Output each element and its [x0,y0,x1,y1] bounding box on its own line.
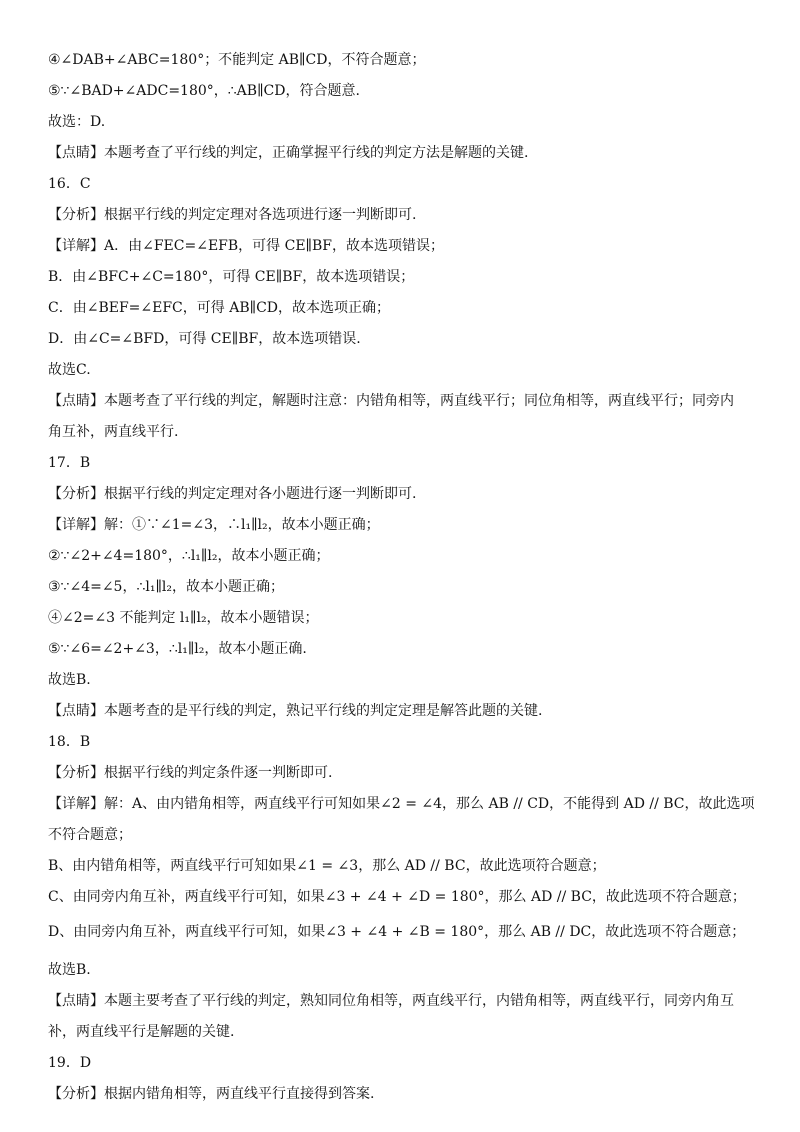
line-q16-detail-d: D．由∠C=∠BFD，可得 CE∥BF，故本选项错误. [48,331,361,347]
line-q16-choice: 故选C. [48,362,91,378]
line-q19-analysis: 【分析】根据内错角相等，两直线平行直接得到答案. [48,1086,375,1102]
line-q16-detail-a: 【详解】A．由∠FEC=∠EFB，可得 CE∥BF，故本选项错误； [48,238,445,254]
line-q18-detail-a-cont: 不符合题意； [48,827,132,843]
line-q17-analysis: 【分析】根据平行线的判定定理对各小题进行逐一判断即可. [48,486,417,502]
line-q16-detail-c: C．由∠BEF=∠EFC，可得 AB∥CD，故本选项正确； [48,300,391,316]
line-q18-choice: 故选B. [48,962,91,978]
question-number-17: 17．B [48,455,91,471]
line-q18-detail-a: 【详解】解：A、由内错角相等，两直线平行可知如果∠2 = ∠4，那么 AB // CD，不能得到 AD // BC，故此选项 [48,796,755,812]
line-q16-detail-b: B．由∠BFC+∠C=180°，可得 CE∥BF，故本选项错误； [48,269,415,285]
line-q15-option5: ⑤∵∠BAD+∠ADC=180°，∴AB∥CD，符合题意. [48,83,360,99]
line-q18-detail-c: C、由同旁内角互补，两直线平行可知，如果∠3 + ∠4 + ∠D = 180°，那么 AD // BC，故此选项不符合题意； [48,889,746,905]
line-q17-detail-4: ④∠2=∠3 不能判定 l₁∥l₂，故本小题错误； [48,610,319,626]
line-q18-detail-b: B、由内错角相等，两直线平行可知如果∠1 = ∠3，那么 AD // BC，故此选项符合题意； [48,858,606,874]
line-q15-choice: 故选：D. [48,114,106,130]
question-number-18: 18．B [48,734,91,750]
line-q17-comment: 【点睛】本题考查的是平行线的判定，熟记平行线的判定定理是解答此题的关键. [48,703,543,719]
question-number-19: 19．D [48,1055,92,1071]
line-q16-comment-1: 【点睛】本题考查了平行线的判定，解题时注意：内错角相等，两直线平行；同位角相等，两直线平行；同旁内 [48,393,734,409]
line-q15-option4: ④∠DAB+∠ABC=180°；不能判定 AB∥CD，不符合题意； [48,52,426,68]
line-q18-analysis: 【分析】根据平行线的判定条件逐一判断即可. [48,765,333,781]
line-q18-detail-d: D、由同旁内角互补，两直线平行可知，如果∠3 + ∠4 + ∠B = 180°，那么 AB // DC，故此选项不符合题意； [48,924,746,940]
line-q17-detail-2: ②∵∠2+∠4=180°，∴l₁∥l₂，故本小题正确； [48,548,330,564]
line-q16-analysis: 【分析】根据平行线的判定定理对各选项进行逐一判断即可. [48,207,417,223]
line-q18-comment-2: 补，两直线平行是解题的关键. [48,1024,235,1040]
line-q18-comment-1: 【点睛】本题主要考查了平行线的判定，熟知同位角相等，两直线平行，内错角相等，两直线平行，同旁内角互 [48,993,734,1009]
line-q15-comment: 【点睛】本题考查了平行线的判定，正确掌握平行线的判定方法是解题的关键. [48,145,529,161]
line-q17-detail-1: 【详解】解：①∵∠1=∠3，∴l₁∥l₂，故本小题正确； [48,517,380,533]
line-q17-detail-3: ③∵∠4=∠5，∴l₁∥l₂，故本小题正确； [48,579,285,595]
line-q17-detail-5: ⑤∵∠6=∠2+∠3，∴l₁∥l₂，故本小题正确. [48,641,307,657]
line-q17-choice: 故选B. [48,672,91,688]
line-q16-comment-2: 角互补，两直线平行. [48,424,179,440]
question-number-16: 16．C [48,176,91,192]
